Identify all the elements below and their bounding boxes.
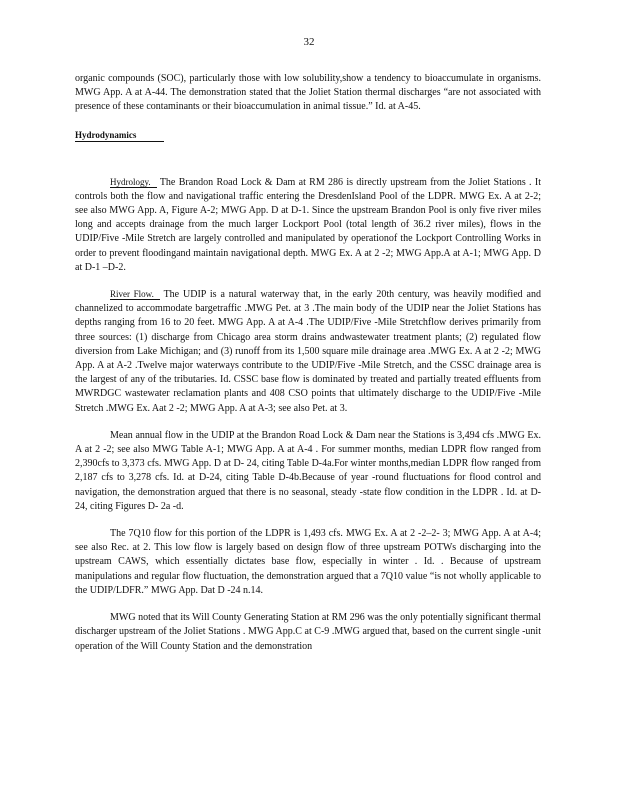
hydrology-subheading: Hydrology.: [110, 177, 157, 188]
river-flow-text: The UDIP is a natural waterway that, in the early 20th century, was heavily modified and channelized to accommodate bargetraffic .MWG Pet. at 3 .The main body of the UDIP near the Joliet Stations has depths ranging from 16 to 20 feet. MWG App. A at A-4 .The UDIP/Five -Mile Stretchflow derives primarily from three sources: (1) discharge from Chicago area storm drains andwastewater treatment plants; (2) regulated flow diversion from Lake Michigan; and (3) runoff from its 1,500 square mile drainage area .MWG Ex. A at 2 -2; MWG App. A at A-2 .Twelve major waterways contribute to the UDIP/Five -Mile Stretch, and the CSSC drainage area is the largest of any of the tributaries. Id. CSSC base flow is dominated by treated and partially treated effluents from MWRDGC wastewater reclamation plants and 408 CSO points that ultimately discharge to the UDIP/Five -Mile Stretch .MWG Ex. Aat 2 -2; MWG App. A at A-3; see also Pet. at 3.: [75, 289, 541, 414]
section-heading-wrap: [75, 129, 541, 160]
intro-paragraph: organic compounds (SOC), particularly those with low solubility,show a tendency to bioaccumulate in organisms. MWG App. A at A-44. The demonstration stated that the Joliet Station thermal discharges “are not associated with presence of these contaminants or their bioaccumulation in animal tissue.” Id. at A-45.: [75, 73, 541, 113]
document-body: [75, 72, 541, 667]
river-flow-subheading: River Flow.: [110, 289, 160, 300]
page-number: 32: [303, 36, 315, 48]
hydrology-text: The Brandon Road Lock & Dam at RM 286 is directly upstream from the Joliet Stations . It controls both the flow and navigational traffic entering the DresdenIsland Pool of the LDPR. MWG Ex. A at 2-2; see also MWG App. A, Figure A-2; MWG App. D at D-1. Since the upstream Brandon Pool is only five river miles long and accepts drainage from the much larger Lockport Pool (total length of 36.2 river miles), flows in the UDIP/Five -Mile Stretch are largely controlled and manipulated by operationof the Lockport Controlling Works in order to prevent floodingand maintain navigational depth. MWG Ex. A at 2 -2; MWG App.A at A-1; MWG App. D at D-1 –D-2.: [75, 176, 541, 273]
section-heading-hydrodynamics: Hydrodynamics: [75, 129, 164, 142]
river-flow-paragraph: [75, 288, 541, 416]
q710-flow-paragraph: The 7Q10 flow for this portion of the LDPR is 1,493 cfs. MWG Ex. A at 2 -2–2- 3; MWG App. A at A-4; see also Rec. at 2. This low flow is largely based on design flow of three upstream POTWs discharging into the upstream CAWS, which essentially dictates base flow, especially in winter . Id. . Because of upstream manipulations and regular flow fluctuation, the demonstration argued that a 7Q10 value “is not wholly applicable to the UDIP/LDFR.” MWG App. Dat D -24 n.14.: [75, 528, 541, 596]
mean-flow-paragraph: Mean annual flow in the UDIP at the Brandon Road Lock & Dam near the Stations is 3,494 cfs .MWG Ex. A at 2 -2; see also MWG Table A-1; MWG App. A at A-4 . For summer months, median LDPR flow ranged from 2,390cfs to 3,373 cfs. MWG App. D at D- 24, citing Table D-4a.For winter months,median LDPR flow ranged from 2,187 cfs to 3,278 cfs. Id. at D-24, citing Table D-4b.Because of year -round fluctuations for flood control and navigation, the demonstration argued that there is no seasonal, steady -state flow condition in the LDPR . Id. at D-24, citing Figures D- 2a -d.: [75, 429, 541, 512]
hydrology-paragraph: [75, 176, 541, 275]
will-county-paragraph: MWG noted that its Will County Generating Station at RM 296 was the only potentially significant thermal discharger upstream of the Joliet Stations . MWG App.C at C-9 .MWG argued that, based on the current single -unit operation of the Will County Station and the demonstration: [75, 612, 541, 652]
